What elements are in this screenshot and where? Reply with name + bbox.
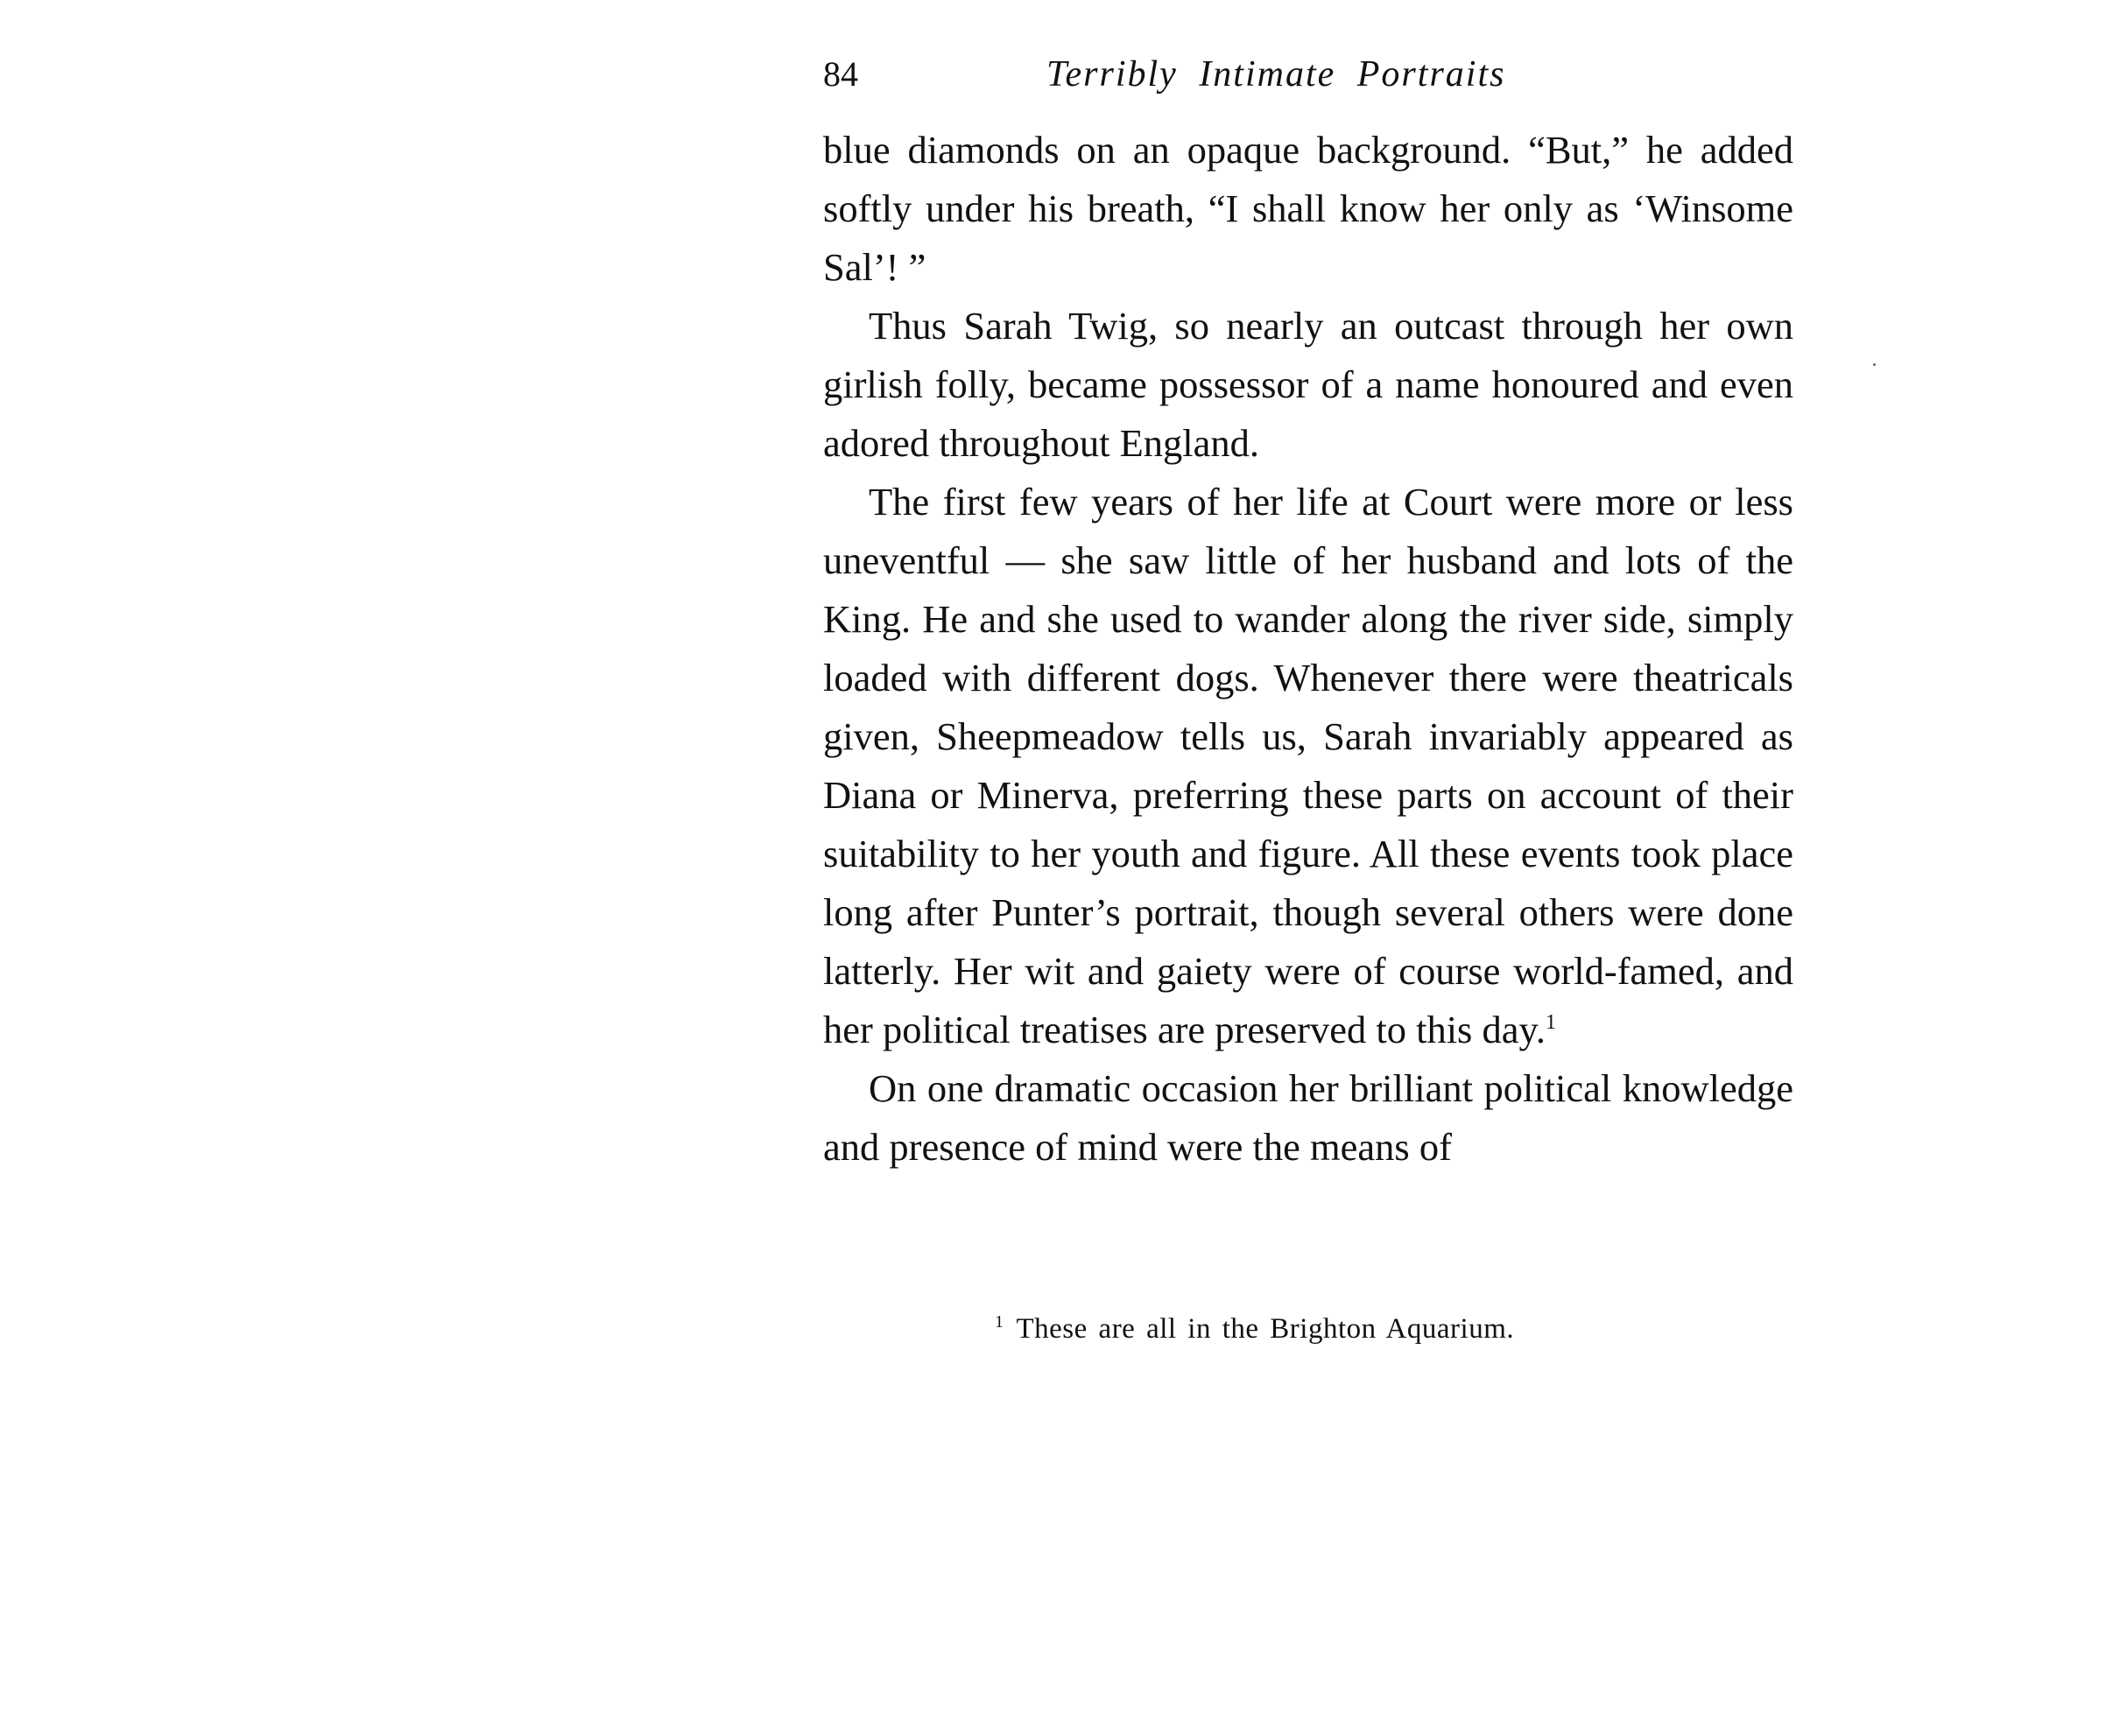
footnote-reference: 1 <box>1546 1011 1556 1034</box>
footnote-marker: 1 <box>995 1312 1004 1332</box>
paragraph-1-text: blue diamonds on an opaque background. “But,” he added softly under his breath, “I shall know her only as ‘Winsome Sal’! ” <box>823 128 1793 289</box>
scan-speck <box>1873 363 1876 366</box>
paragraph-4 <box>823 1059 1793 1177</box>
page-header <box>823 48 1793 101</box>
paragraph-2 <box>823 297 1793 473</box>
page-number: 84 <box>823 54 858 94</box>
footnote <box>995 1307 1783 1351</box>
footnote-text: These are all in the Brighton Aquarium. <box>1016 1313 1515 1345</box>
paragraph-2-text: Thus Sarah Twig, so nearly an outcast through her own girlish folly, became possessor of a name honoured and even adored throughout England. <box>823 304 1793 465</box>
paragraph-3-text: The first few years of her life at Court were more or less uneventful — she saw little of her husband and lots of the King. He and she used to wander along the river side, simply loaded with different dogs. Whenever there were theatricals given, Sheepmeadow tells us, Sarah invariably appeared as Diana or Minerva, preferring these parts on account of their suitability to her youth and figure. All these events took place long after Punter’s portrait, though several others were done latterly. Her wit and gaiety were of course world-famed, and her political treatises are preserved to this day. <box>823 480 1793 1051</box>
body-text <box>823 121 1793 1177</box>
paragraph-1 <box>823 121 1793 297</box>
paragraph-4-text: On one dramatic occasion her brilliant political knowledge and presence of mind were the means of <box>823 1066 1793 1169</box>
paragraph-3 <box>823 473 1793 1059</box>
running-title: Terribly Intimate Portraits <box>1046 54 1506 95</box>
